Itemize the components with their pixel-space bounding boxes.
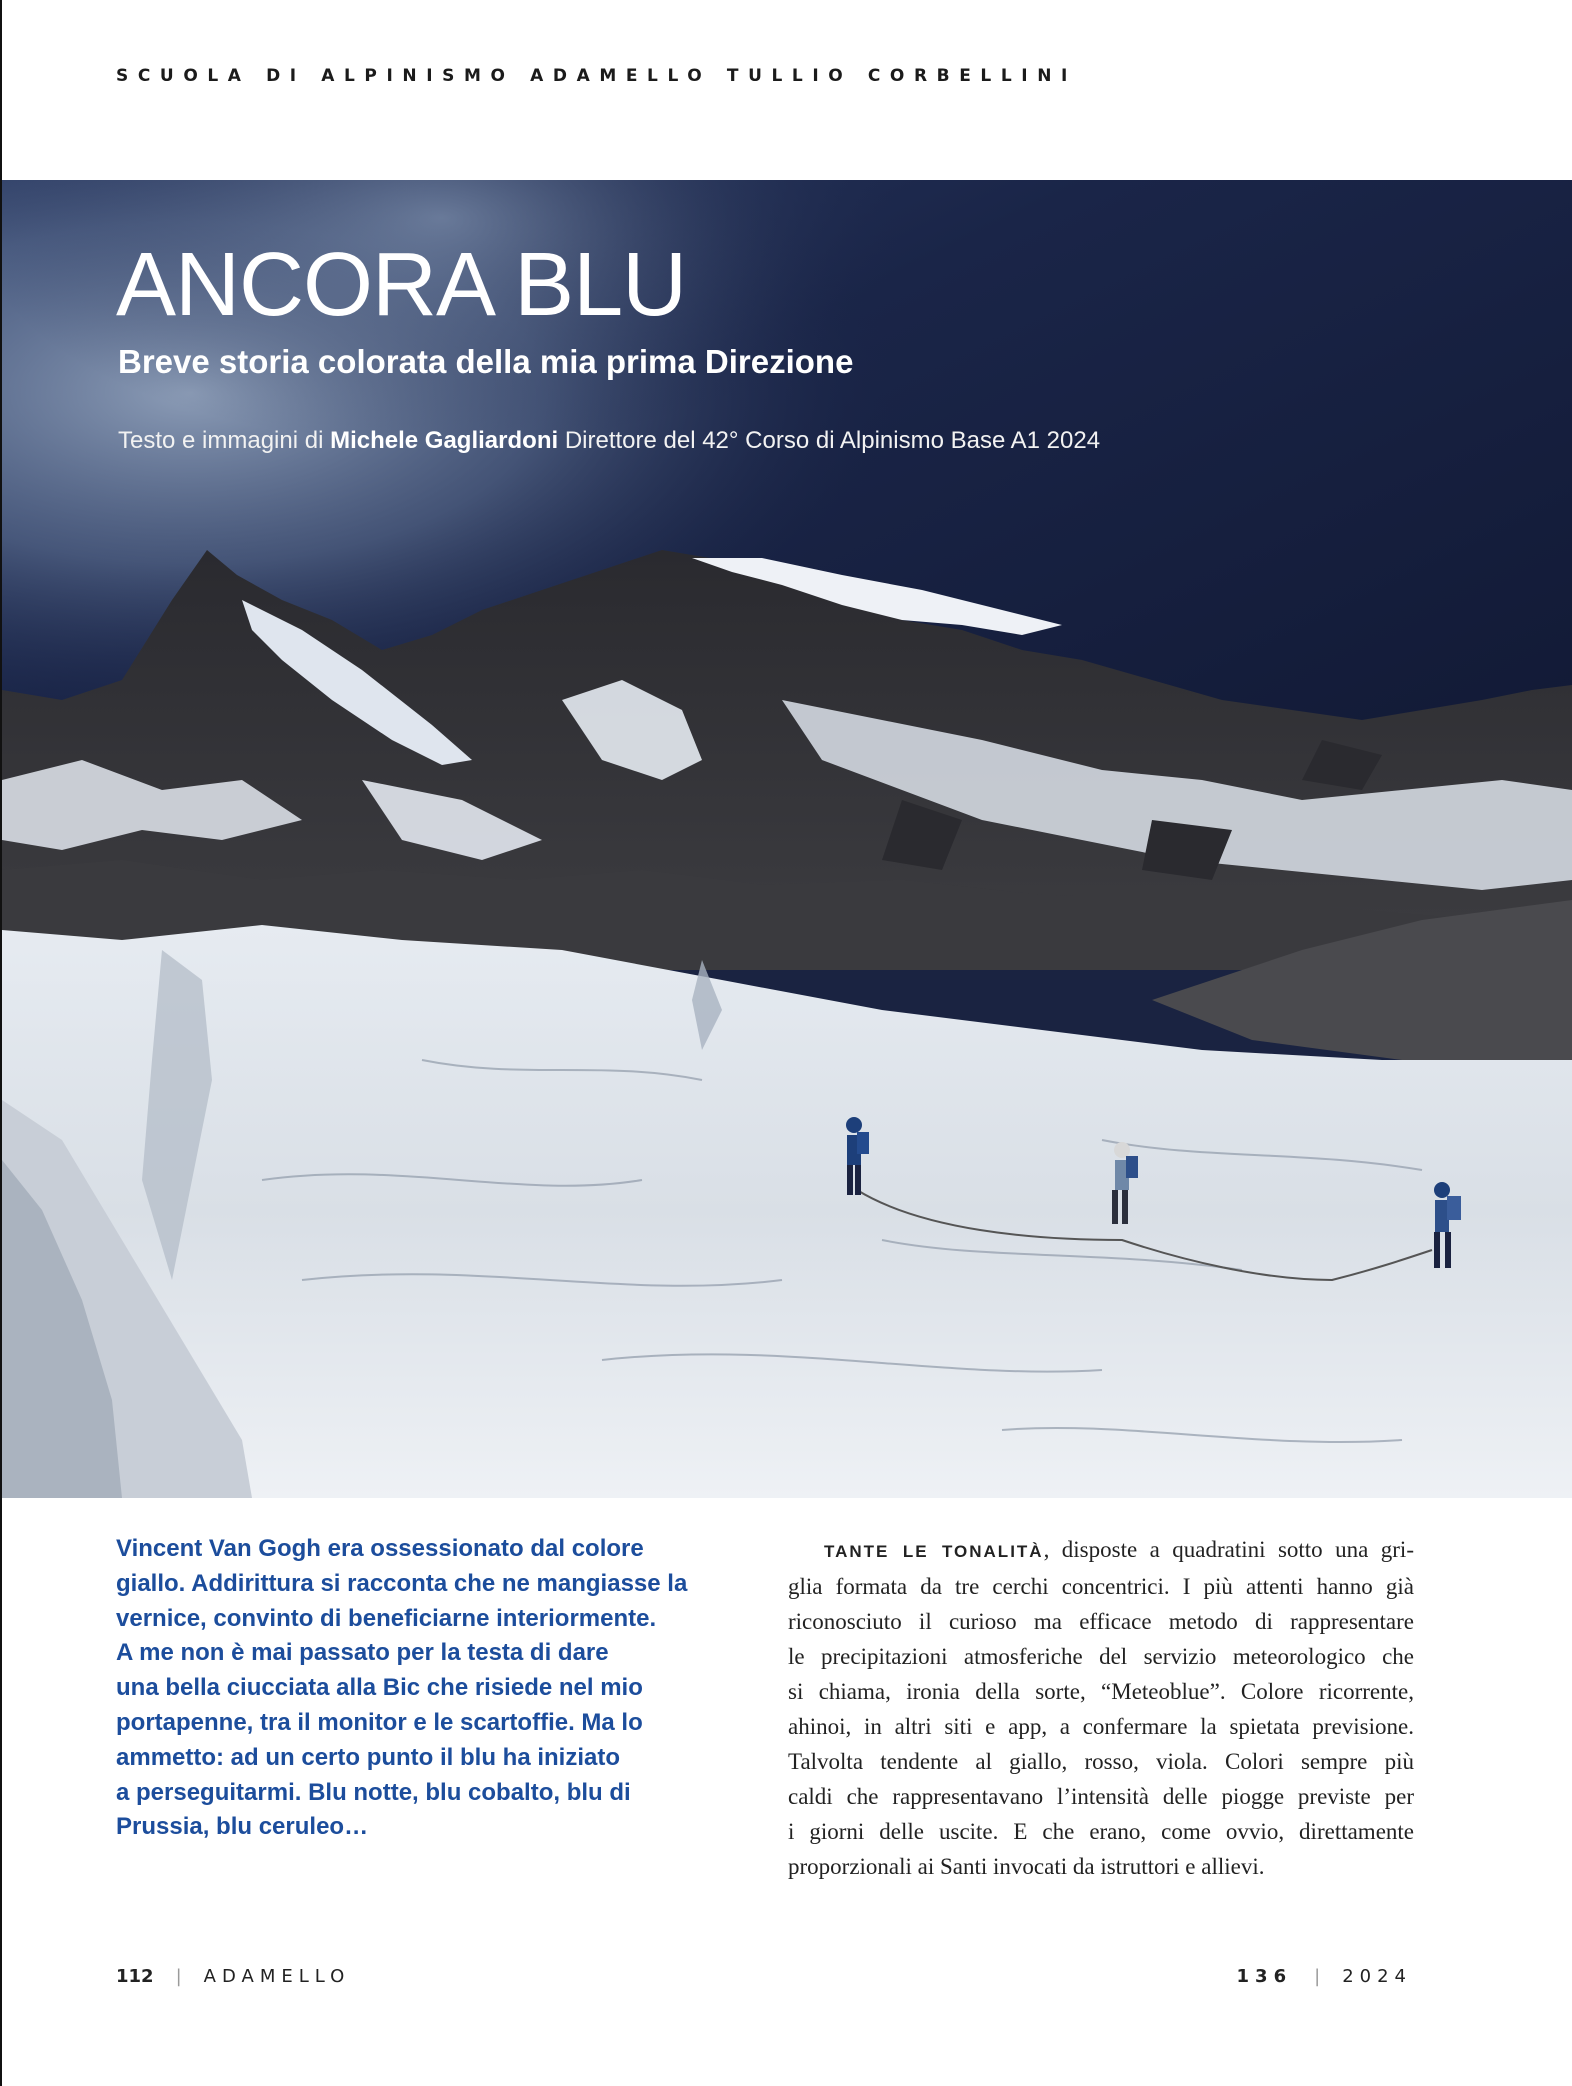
magazine-name: ADAMELLO <box>203 1966 351 1987</box>
lead-line: giallo. Addirittura si racconta che ne mangiasse la <box>116 1569 688 1597</box>
hero-photo <box>2 180 1572 1498</box>
body-line: le precipitazioni atmosferiche del servizio meteorologico che <box>788 1644 1414 1669</box>
lead-line: vernice, convinto di beneficiarne interiormente. <box>116 1604 657 1632</box>
lead-line: portapenne, tra il monitor e le scartoffie. Ma lo <box>116 1708 643 1736</box>
issue-number: 136 <box>1236 1966 1293 1987</box>
byline-prefix: Testo e immagini di <box>118 427 324 454</box>
body-line: riconosciuto il curioso ma efficace metodo di rappresentare <box>788 1609 1414 1634</box>
footer-right <box>1237 1966 1412 1987</box>
body-line: i giorni delle uscite. E che erano, come ovvio, direttamente <box>788 1819 1414 1844</box>
byline-suffix: Direttore del 42° Corso di Alpinismo Base A1 2024 <box>564 427 1101 454</box>
footer-separator: | <box>175 1966 182 1987</box>
issue-year: 2024 <box>1342 1966 1412 1987</box>
article-byline <box>118 427 1100 455</box>
body-first-line <box>788 1532 1414 1569</box>
author-name: Michele Gagliardoni <box>330 427 559 454</box>
lead-paragraph <box>116 1532 756 1845</box>
footer-left <box>116 1966 350 1987</box>
lead-line: Vincent Van Gogh era ossessionato dal colore <box>116 1535 644 1562</box>
lead-line: A me non è mai passato per la testa di dare <box>116 1639 609 1667</box>
footer-separator: | <box>1314 1966 1321 1987</box>
page-number: 112 <box>116 1966 154 1987</box>
body-line: si chiama, ironia della sorte, “Meteoblue”. Colore ricorrente, <box>788 1679 1414 1704</box>
article-title: ANCORA BLU <box>116 235 687 335</box>
lead-line: una bella ciucciata alla Bic che risiede nel mio <box>116 1674 643 1702</box>
article-subtitle: Breve storia colorata della mia prima Direzione <box>118 343 854 380</box>
first-line-rest: , disposte a quadratini sotto una gri- <box>1043 1537 1414 1562</box>
lead-line: Prussia, blu ceruleo… <box>116 1813 369 1841</box>
running-header: SCUOLA DI ALPINISMO ADAMELLO TULLIO CORBELLINI <box>116 66 1077 86</box>
lead-line: a perseguitarmi. Blu notte, blu cobalto, blu di <box>116 1778 631 1806</box>
body-line: ahinoi, in altri siti e app, a confermare la spietata previsione. <box>788 1714 1414 1739</box>
opening-smallcaps: TANTE LE TONALITÀ <box>824 1542 1044 1561</box>
body-line: proporzionali ai Santi invocati da istruttori e allievi. <box>788 1854 1265 1879</box>
lead-line: ammetto: ad un certo punto il blu ha iniziato <box>116 1743 620 1771</box>
body-line: glia formata da tre cerchi concentrici. I più attenti hanno già <box>788 1574 1414 1599</box>
body-line: Talvolta tendente al giallo, rosso, viola. Colori sempre più <box>788 1749 1414 1774</box>
body-paragraph <box>788 1532 1414 1884</box>
body-line: caldi che rappresentavano l’intensità delle piogge previste per <box>788 1784 1414 1809</box>
